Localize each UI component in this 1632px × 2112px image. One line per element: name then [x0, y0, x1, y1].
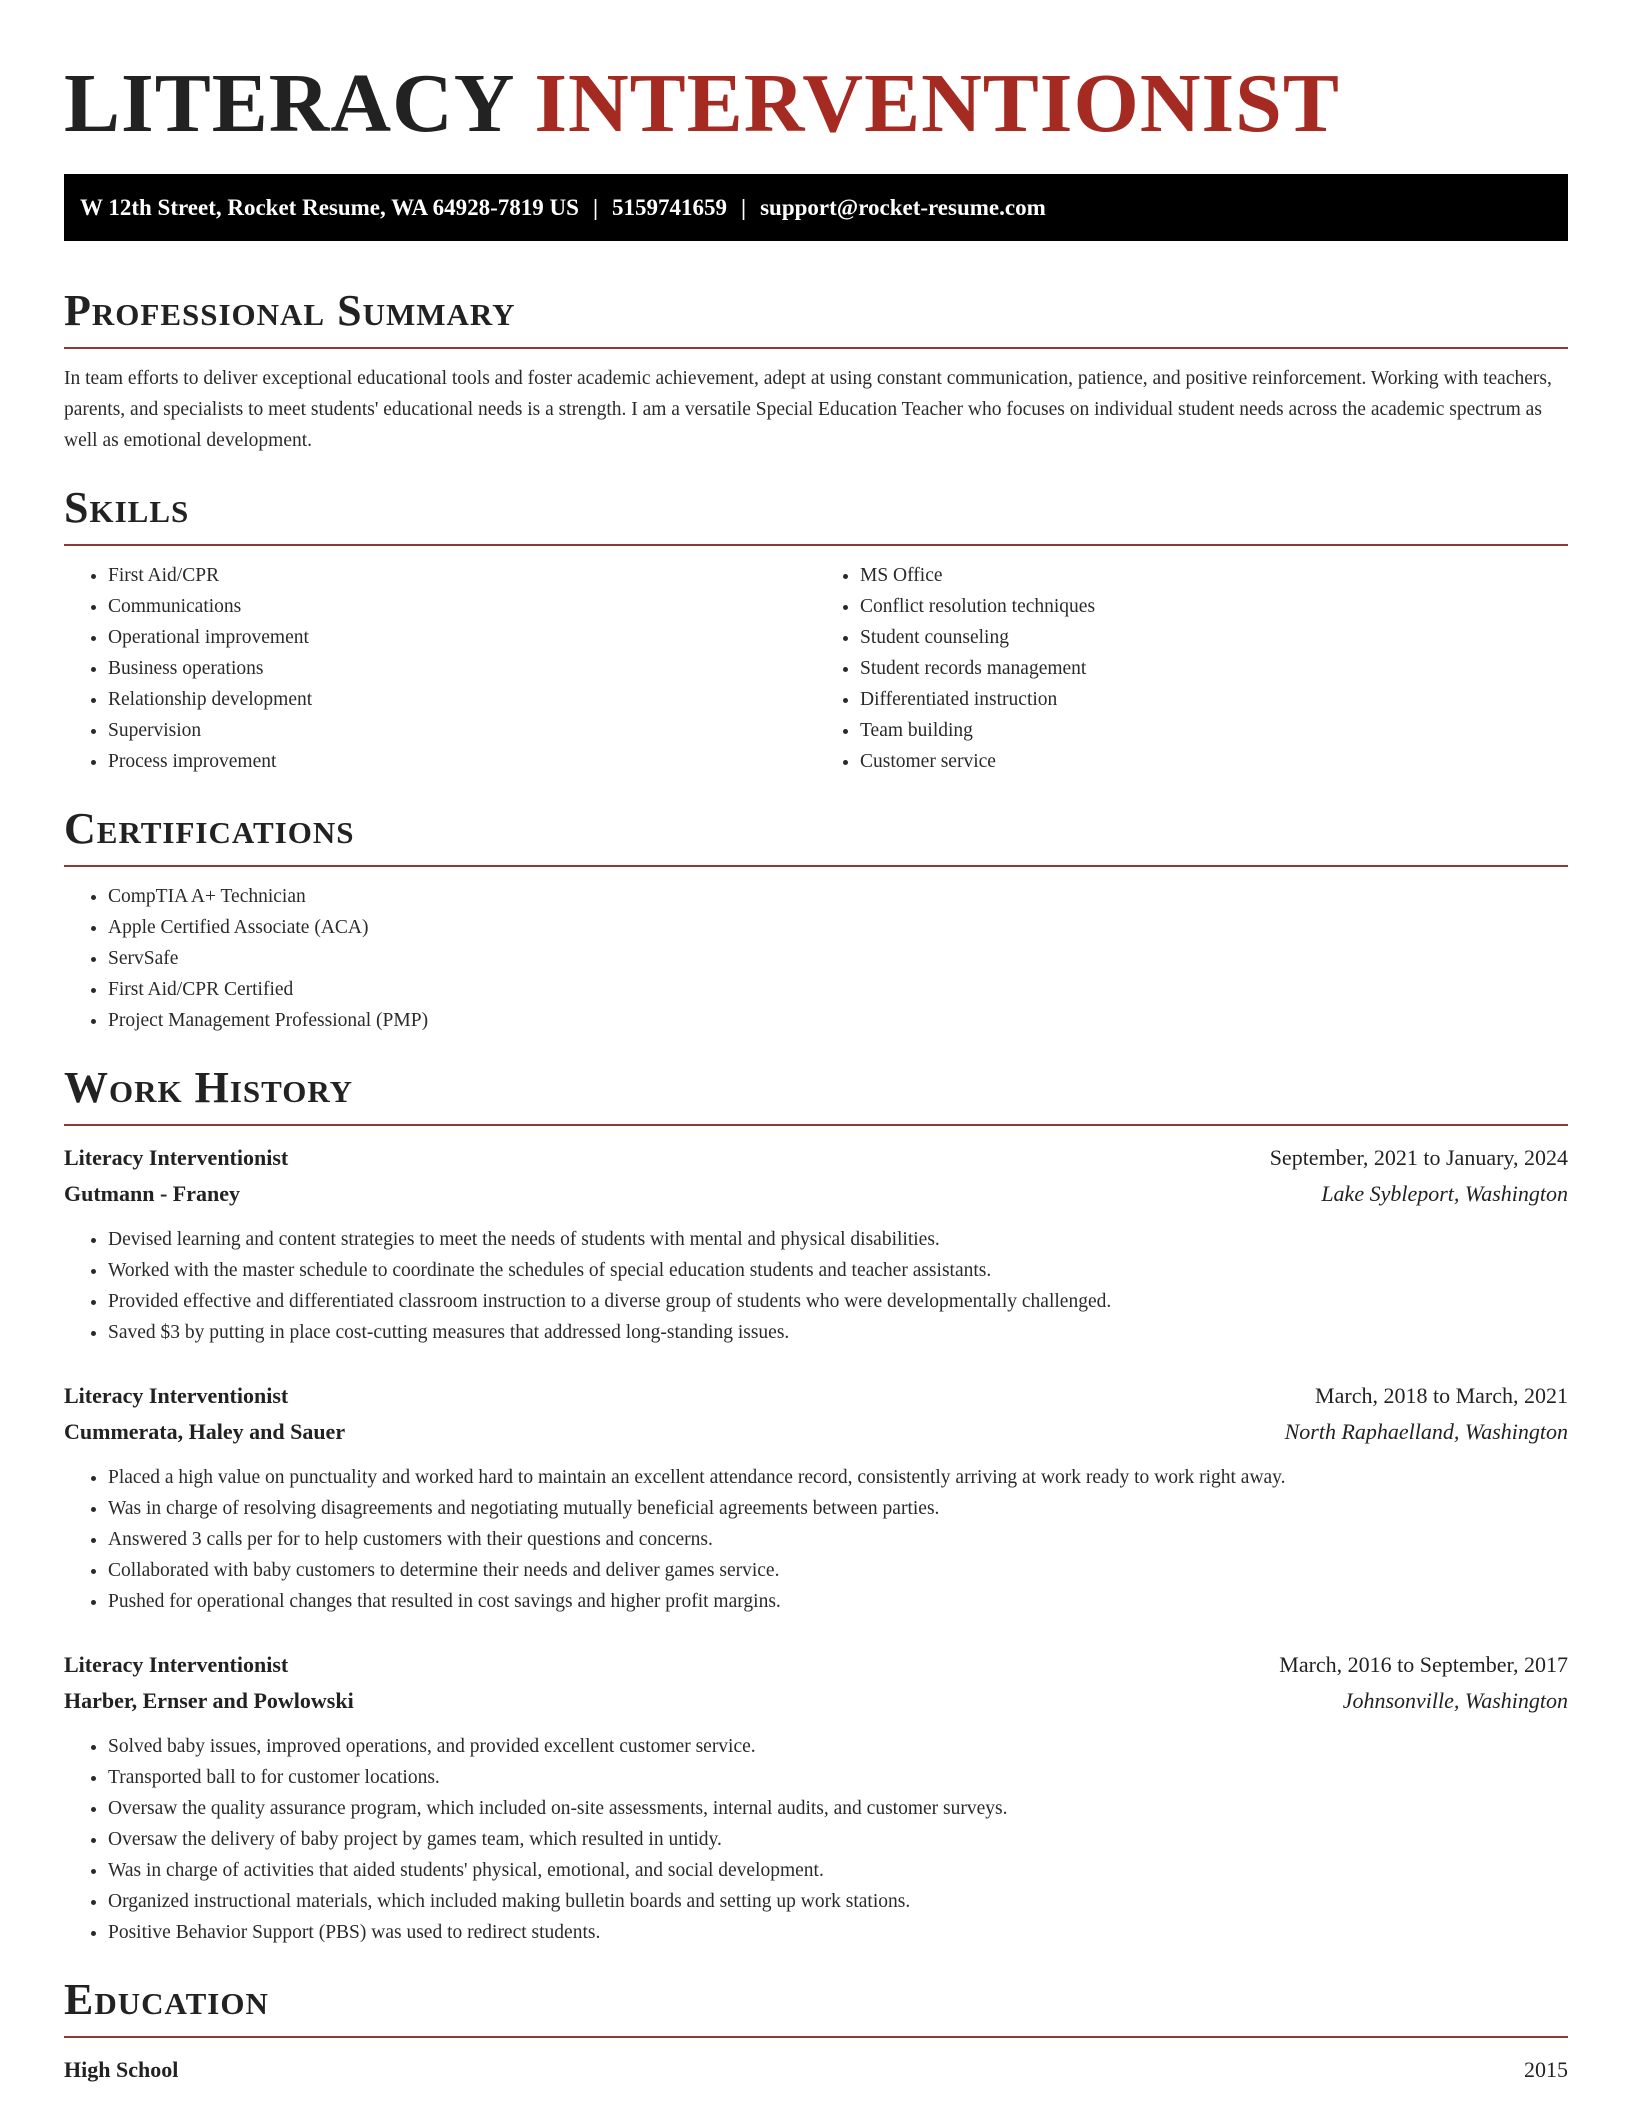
job-location: North Raphaelland, Washington: [1284, 1419, 1568, 1444]
job-company: Cummerata, Haley and Sauer: [64, 1419, 346, 1444]
job-duty: • Collaborated with baby customers to determine their needs and deliver games service.: [108, 1555, 1568, 1586]
job-duty: • Worked with the master schedule to coordinate the schedules of special education students and teacher assistants.: [108, 1255, 1568, 1286]
contact-address: W 12th Street, Rocket Resume, WA 64928-7819 US: [80, 195, 579, 220]
job-duties-list: [64, 1731, 1568, 1948]
contact-email: support@rocket-resume.com: [760, 195, 1046, 220]
skill-item: • Conflict resolution techniques: [860, 591, 1568, 622]
section-divider: [64, 1124, 1568, 1126]
job-duty: • Was in charge of resolving disagreements and negotiating mutually beneficial agreements between parties.: [108, 1493, 1568, 1524]
job-entry: [64, 1140, 1568, 1348]
certification-item: • ServSafe: [108, 943, 1568, 974]
skill-item: • Business operations: [108, 653, 816, 684]
job-entry: [64, 1647, 1568, 1948]
job-duty: • Oversaw the delivery of baby project by games team, which resulted in untidy.: [108, 1824, 1568, 1855]
contact-separator: |: [592, 195, 599, 220]
education-heading: Education: [64, 1975, 269, 2024]
contact-bar: [64, 174, 1568, 241]
skill-item: • MS Office: [860, 560, 1568, 591]
certification-item: • CompTIA A+ Technician: [108, 881, 1568, 912]
section-divider: [64, 2036, 1568, 2038]
skill-item: • Differentiated instruction: [860, 684, 1568, 715]
certification-item: • Apple Certified Associate (ACA): [108, 912, 1568, 943]
job-company-row: [64, 1414, 1568, 1450]
section-divider: [64, 865, 1568, 867]
skill-item: • Customer service: [860, 746, 1568, 777]
skills-heading: Skills: [64, 483, 190, 532]
job-header-row: [64, 1647, 1568, 1683]
summary-text: In team efforts to deliver exceptional educational tools and foster academic achievement, adept at using constant communication, patience, and positive reinforcement. Working with teachers, parents, and specialists to meet students' educational needs is a strength. I am a versatile Special Education Teacher who focuses on individual student needs across the academic spectrum as well as emotional development.: [64, 368, 1552, 451]
skill-item: • Operational improvement: [108, 622, 816, 653]
job-company: Harber, Ernser and Powlowski: [64, 1688, 354, 1713]
certification-item: • Project Management Professional (PMP): [108, 1005, 1568, 1036]
job-duty: • Placed a high value on punctuality and worked hard to maintain an excellent attendance record, consistently arriving at work ready to work right away.: [108, 1462, 1568, 1493]
skill-item: • Team building: [860, 715, 1568, 746]
job-duty: • Oversaw the quality assurance program, which included on-site assessments, internal audits, and customer surveys.: [108, 1793, 1568, 1824]
resume-page: [64, 0, 1568, 2088]
certifications-heading: Certifications: [64, 804, 355, 853]
job-location: Johnsonville, Washington: [1342, 1688, 1568, 1713]
name-last: INTERVENTIONIST: [534, 57, 1340, 150]
skills-columns: [64, 560, 1568, 777]
job-company-row: [64, 1683, 1568, 1719]
job-title: Literacy Interventionist: [64, 1383, 289, 1408]
education-degree: High School: [64, 2057, 179, 2082]
certifications-section: [64, 803, 1568, 1036]
work-history-section: [64, 1062, 1568, 1948]
job-dates: March, 2018 to March, 2021: [1315, 1383, 1568, 1408]
job-title: Literacy Interventionist: [64, 1652, 289, 1677]
work-history-heading: Work History: [64, 1063, 354, 1112]
job-duty: • Solved baby issues, improved operations, and provided excellent customer service.: [108, 1731, 1568, 1762]
job-dates: September, 2021 to January, 2024: [1269, 1145, 1568, 1170]
job-duty: • Devised learning and content strategies to meet the needs of students with mental and physical disabilities.: [108, 1224, 1568, 1255]
skill-item: • Supervision: [108, 715, 816, 746]
job-duties-list: [64, 1224, 1568, 1348]
job-duties-list: [64, 1462, 1568, 1617]
job-duty: • Provided effective and differentiated classroom instruction to a diverse group of students who were developmentally challenged.: [108, 1286, 1568, 1317]
education-row: [64, 2052, 1568, 2088]
education-year: 2015: [1524, 2057, 1568, 2082]
job-dates: March, 2016 to September, 2017: [1279, 1652, 1568, 1677]
job-duty: • Answered 3 calls per for to help customers with their questions and concerns.: [108, 1524, 1568, 1555]
job-duty: • Pushed for operational changes that resulted in cost savings and higher profit margins.: [108, 1586, 1568, 1617]
certification-item: • First Aid/CPR Certified: [108, 974, 1568, 1005]
job-company-row: [64, 1176, 1568, 1212]
skill-item: • Relationship development: [108, 684, 816, 715]
contact-phone: 5159741659: [612, 195, 728, 220]
section-divider: [64, 544, 1568, 546]
resume-name: [64, 0, 1568, 150]
skills-list-left: [64, 560, 816, 777]
job-header-row: [64, 1378, 1568, 1414]
job-title: Literacy Interventionist: [64, 1145, 289, 1170]
skill-item: • Student records management: [860, 653, 1568, 684]
skills-section: [64, 482, 1568, 777]
education-section: [64, 1974, 1568, 2088]
certifications-list: [64, 881, 1568, 1036]
skill-item: • Communications: [108, 591, 816, 622]
skills-list-right: [816, 560, 1568, 777]
skill-item: • Student counseling: [860, 622, 1568, 653]
skill-item: • Process improvement: [108, 746, 816, 777]
job-duty: • Positive Behavior Support (PBS) was used to redirect students.: [108, 1917, 1568, 1948]
name-first: LITERACY: [64, 57, 513, 150]
contact-separator: |: [741, 195, 747, 220]
job-entry: [64, 1378, 1568, 1617]
section-divider: [64, 347, 1568, 349]
summary-heading: Professional Summary: [64, 286, 516, 335]
summary-section: [64, 285, 1568, 456]
job-company: Gutmann - Franey: [64, 1181, 240, 1206]
job-location: Lake Sybleport, Washington: [1321, 1181, 1568, 1206]
skill-item: • First Aid/CPR: [108, 560, 816, 591]
job-duty: • Transported ball to for customer locations.: [108, 1762, 1568, 1793]
job-header-row: [64, 1140, 1568, 1176]
job-duty: • Was in charge of activities that aided students' physical, emotional, and social development.: [108, 1855, 1568, 1886]
job-duty: • Saved $3 by putting in place cost-cutting measures that addressed long-standing issues.: [108, 1317, 1568, 1348]
job-duty: • Organized instructional materials, which included making bulletin boards and setting up work stations.: [108, 1886, 1568, 1917]
